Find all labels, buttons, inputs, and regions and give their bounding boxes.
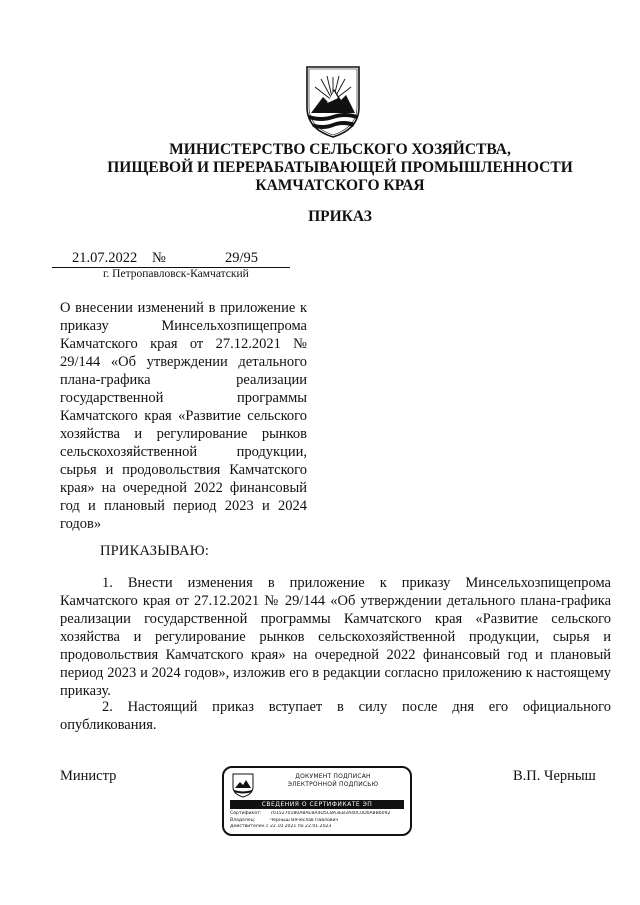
document-type: ПРИКАЗ bbox=[308, 208, 372, 225]
city-line: г. Петропавловск-Камчатский bbox=[103, 268, 249, 280]
stamp-title bbox=[258, 773, 408, 789]
number-sign: № bbox=[152, 250, 166, 266]
order-date: 21.07.2022 bbox=[72, 250, 138, 266]
date-number-row bbox=[52, 250, 290, 268]
electronic-signature-stamp bbox=[222, 766, 412, 836]
order-subject: О внесении изменений в приложение к приказу Минсельхозпищепрома Камчатского края от 27.12.2021 № 29/144 «Об утверждении детального плана-графика реализации государственной программы Камчатского края «Развитие сельского хозяйства и регулирование рынков сельскохозяйственной продукции, сырья и продовольствия Камчатского края» на очередной 2022 финансовый год и плановый период 2023 и 2024 годов» bbox=[60, 300, 307, 532]
stamp-cert-label: Сертификат: bbox=[230, 811, 262, 816]
ministry-name bbox=[60, 141, 620, 195]
signer-name: В.П. Черныш bbox=[513, 768, 596, 784]
stamp-cert-header: СВЕДЕНИЯ О СЕРТИФИКАТЕ ЭП bbox=[230, 800, 404, 809]
stamp-cert-value: 7015270180A8AE8A4D5C8A3EB3A40C0D0A8B6092 bbox=[270, 811, 391, 816]
stamp-owner-value: Черныш Вячеслав Павлович bbox=[270, 817, 339, 823]
stamp-cert-details bbox=[230, 811, 408, 831]
ministry-line-2: ПИЩЕВОЙ И ПЕРЕРАБАТЫВАЮЩЕЙ ПРОМЫШЛЕННОСТИ bbox=[107, 159, 573, 176]
ministry-line-3: КАМЧАТСКОГО КРАЯ bbox=[255, 177, 425, 194]
stamp-owner-label: Владелец: bbox=[230, 817, 256, 823]
paragraph-2: 2. Настоящий приказ вступает в силу после дня его официального опубликования. bbox=[60, 699, 611, 733]
stamp-valid-text: Действителен с 22.10.2021 по 22.01.2023 bbox=[230, 824, 332, 829]
stamp-row-validity bbox=[230, 824, 408, 831]
stamp-emblem-icon bbox=[230, 772, 256, 798]
paragraph-1: 1. Внести изменения в приложение к приказу Минсельхозпищепрома Камчатского края от 27.12.2021 № 29/144 «Об утверждении детального плана-графика реализации государственной программы Камчатского края «Развитие сельского хозяйства и регулирование рынков сельскохозяйственной продукции, сырья и продовольствия Камчатского края» на очередной 2022 финансовый год и плановый период 2023 и 2024 годов», изложив его в редакции согласно приложению к настоящему приказу. bbox=[60, 575, 611, 699]
stamp-title-line-1: ДОКУМЕНТ ПОДПИСАН bbox=[295, 773, 371, 780]
order-number: 29/95 bbox=[225, 250, 259, 266]
signer-position: Министр bbox=[60, 768, 117, 784]
ministry-line-1: МИНИСТЕРСТВО СЕЛЬСКОГО ХОЗЯЙСТВА, bbox=[169, 141, 511, 158]
command-word: ПРИКАЗЫВАЮ: bbox=[100, 543, 210, 559]
coat-of-arms-icon bbox=[301, 63, 365, 139]
stamp-title-line-2: ЭЛЕКТРОННОЙ ПОДПИСЬЮ bbox=[287, 781, 379, 788]
